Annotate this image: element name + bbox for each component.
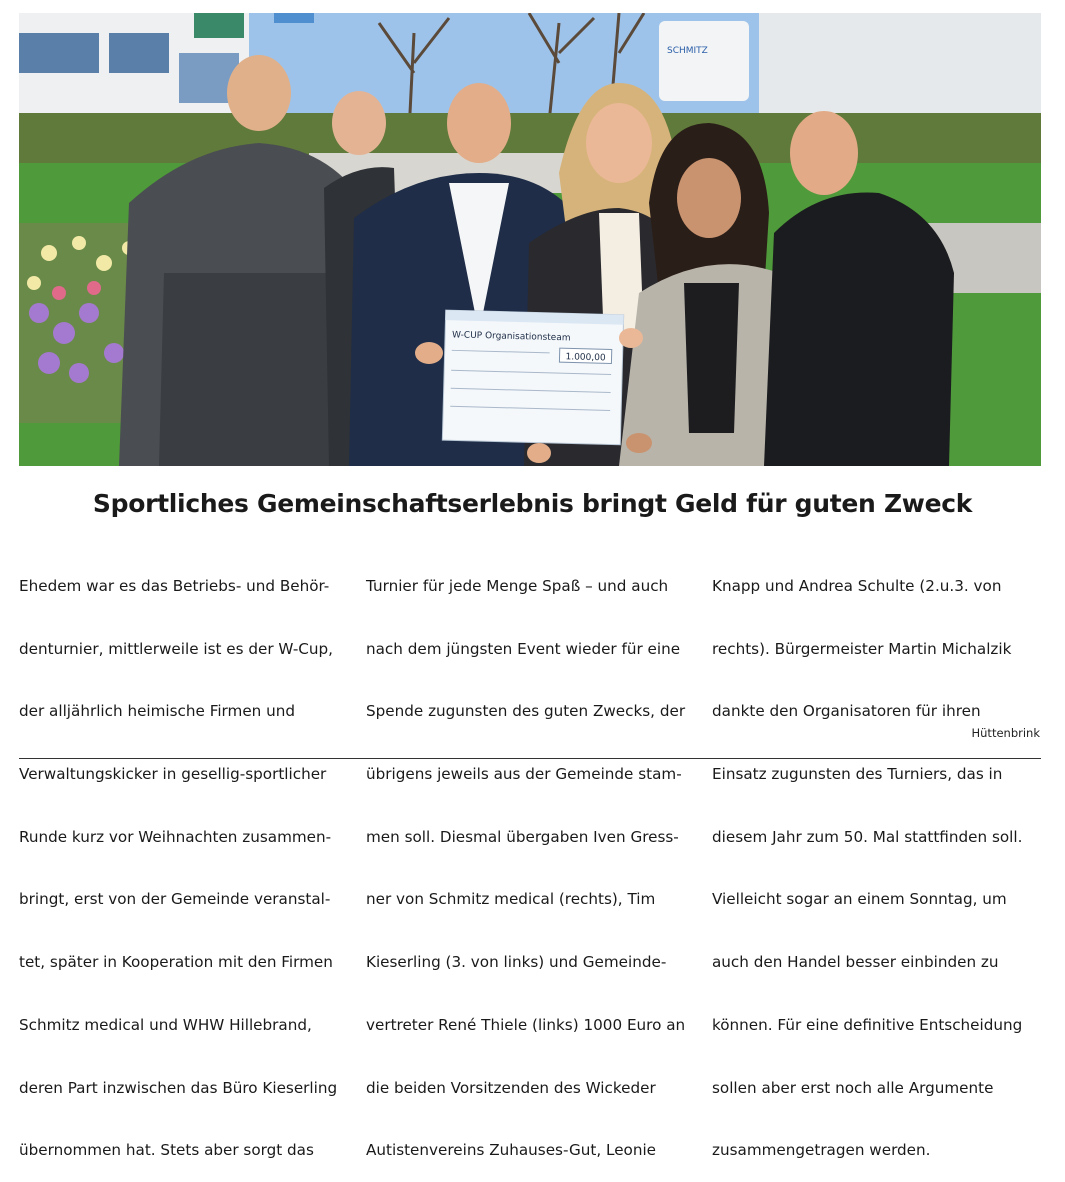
text-line: tet, später in Kooperation mit den Firmen	[19, 953, 333, 972]
svg-text:1.000,00: 1.000,00	[565, 352, 606, 364]
text-line: diesem Jahr zum 50. Mal stattfinden soll.	[712, 827, 1023, 846]
text-line: sollen aber erst noch alle Argumente	[712, 1078, 994, 1097]
text-line: dankte den Organisatoren für ihren	[712, 702, 981, 721]
article-photo	[19, 13, 1041, 466]
text-line: übernommen hat. Stets aber sorgt das	[19, 1141, 314, 1160]
text-line: der alljährlich heimische Firmen und	[19, 702, 296, 721]
svg-text:W-CUP Organisationsteam: W-CUP Organisationsteam	[451, 330, 571, 344]
article-headline: Sportliches Gemeinschaftserlebnis bringt Geld für guten Zweck	[92, 489, 973, 518]
text-line: nach dem jüngsten Event wieder für eine	[366, 639, 681, 658]
text-line: Autistenvereins Zuhauses-Gut, Leonie	[366, 1141, 657, 1160]
text-line: Turnier für jede Menge Spaß – und auch	[366, 576, 669, 595]
text-line: deren Part inzwischen das Büro Kieserling	[19, 1078, 338, 1097]
text-line: Schmitz medical und WHW Hillebrand,	[19, 1015, 312, 1034]
text-line: vertreter René Thiele (links) 1000 Euro an	[366, 1015, 686, 1034]
text-line: Vielleicht sogar an einem Sonntag, um	[712, 890, 1007, 909]
article-column-2	[366, 534, 696, 1182]
text-line: men soll. Diesmal übergaben Iven Gress-	[366, 827, 679, 846]
text-line: Ehedem war es das Betriebs- und Behör-	[19, 576, 330, 595]
text-line: Verwaltungskicker in gesellig-sportlicher	[19, 764, 327, 783]
text-line: die beiden Vorsitzenden des Wickeder	[366, 1078, 656, 1097]
text-line: zusammengetragen werden.	[712, 1141, 931, 1160]
text-line: ner von Schmitz medical (rechts), Tim	[366, 890, 656, 909]
text-line: können. Für eine definitive Entscheidung	[712, 1015, 1023, 1034]
text-line: übrigens jeweils aus der Gemeinde stam-	[366, 764, 682, 783]
text-line: denturnier, mittlerweile ist es der W-Cup,	[19, 639, 333, 658]
text-line: Kieserling (3. von links) und Gemeinde-	[366, 953, 667, 972]
text-line: Runde kurz vor Weihnachten zusammen-	[19, 827, 332, 846]
text-line: auch den Handel besser einbinden zu	[712, 953, 999, 972]
photo-credit: Hüttenbrink	[971, 726, 1040, 740]
article-column-3	[712, 534, 1042, 1182]
text-line: rechts). Bürgermeister Martin Michalzik	[712, 639, 1012, 658]
group-photo-illustration	[19, 13, 1041, 466]
text-line: bringt, erst von der Gemeinde veranstal-	[19, 890, 331, 909]
text-line: Einsatz zugunsten des Turniers, das in	[712, 764, 1003, 783]
text-line: Spende zugunsten des guten Zwecks, der	[366, 702, 686, 721]
text-line: Knapp und Andrea Schulte (2.u.3. von	[712, 576, 1002, 595]
article-column-1	[19, 534, 349, 1182]
bottom-rule	[19, 758, 1041, 759]
svg-text:SCHMITZ: SCHMITZ	[667, 46, 708, 56]
